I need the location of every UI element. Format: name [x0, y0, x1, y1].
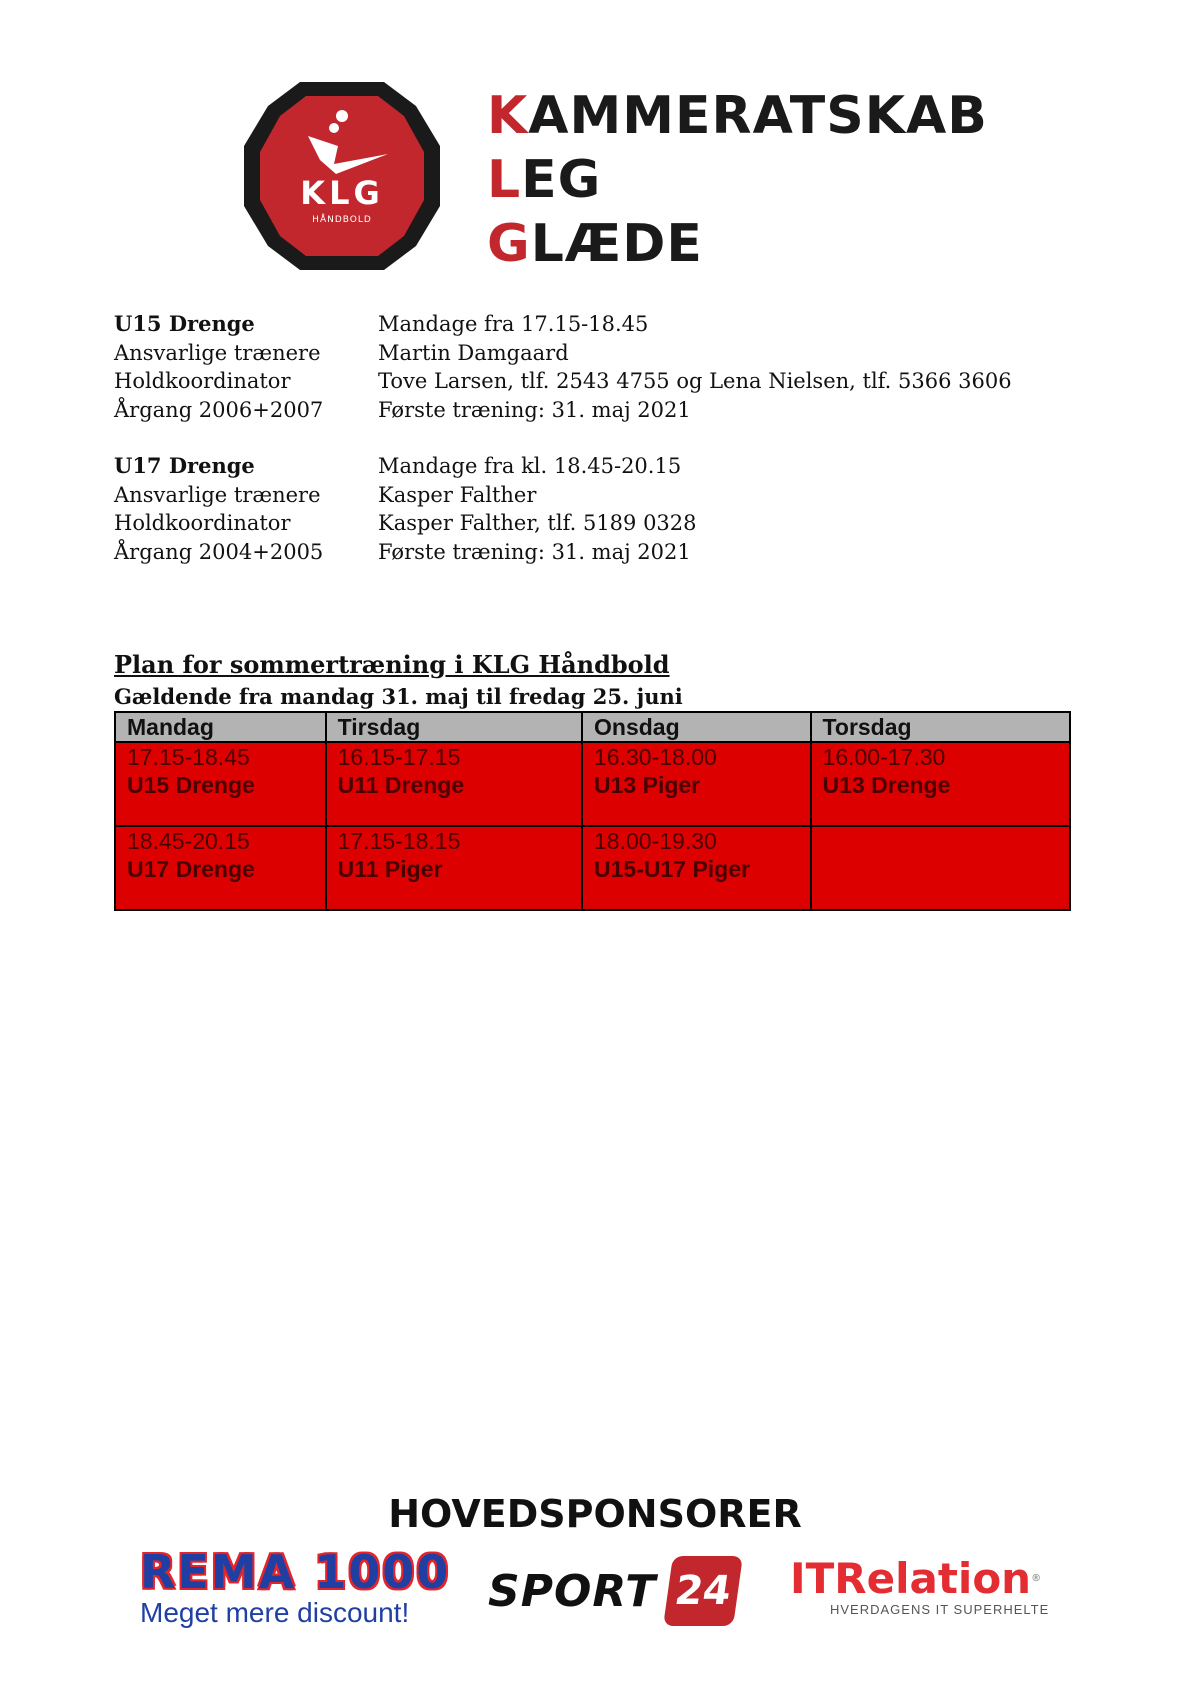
table-row — [115, 742, 1070, 826]
sponsors-title: HOVEDSPONSORER — [388, 1492, 802, 1536]
itrelation-tagline: HVERDAGENS IT SUPERHELTE — [830, 1602, 1050, 1617]
schedule-cell — [582, 742, 811, 826]
day-header-monday: Mandag — [115, 712, 326, 742]
coordinator-value: Tove Larsen, tlf. 2543 4755 og Lena Nielsen, tlf. 5366 3606 — [378, 369, 1012, 393]
slot-time: 16.30-18.00 — [594, 744, 717, 770]
slot-team: U11 Piger — [337, 856, 443, 882]
schedule-cell — [326, 826, 582, 910]
coach-label: Ansvarlige trænere — [114, 340, 321, 365]
coordinator-label: Holdkoordinator — [114, 369, 291, 393]
klg-logo — [238, 76, 446, 276]
year-label: Årgang 2004+2005 — [114, 539, 324, 564]
slogan-line-1: KAMMERATSKAB — [487, 86, 988, 146]
table-header-row — [115, 712, 1070, 742]
slot-team: U17 Drenge — [127, 856, 255, 882]
sport24-word: SPORT — [488, 1565, 657, 1617]
schedule-cell-empty — [811, 826, 1070, 910]
team-info-u17 — [114, 452, 697, 566]
first-training: Første træning: 31. maj 2021 — [378, 539, 691, 564]
slogan-line-3: GLÆDE — [487, 214, 703, 274]
klg-logo-subtext: HÅNDBOLD — [312, 215, 372, 225]
schedule-cell — [115, 742, 326, 826]
coordinator-label: Holdkoordinator — [114, 511, 291, 535]
registered-mark: ® — [1031, 1573, 1042, 1584]
schedule-cell — [115, 826, 326, 910]
klg-logo-text: KLG — [300, 174, 384, 212]
slot-team: U13 Drenge — [822, 772, 951, 798]
first-training: Første træning: 31. maj 2021 — [378, 397, 691, 422]
slot-team: U11 Drenge — [337, 772, 465, 798]
team-info-u15 — [114, 310, 1012, 424]
team-schedule: Mandage fra kl. 18.45-20.15 — [378, 454, 682, 478]
rema-name: REMA 1000 — [140, 1545, 451, 1599]
table-row — [115, 826, 1070, 910]
slot-team: U15-U17 Piger — [594, 856, 750, 882]
schedule-cell — [326, 742, 582, 826]
year-label: Årgang 2006+2007 — [114, 397, 324, 422]
rema-tagline: Meget mere discount! — [140, 1597, 410, 1628]
rema-1000-logo — [140, 1545, 451, 1630]
slot-team: U15 Drenge — [127, 772, 255, 798]
plan-title: Plan for sommertræning i KLG Håndbold — [114, 650, 670, 679]
team-name: U17 Drenge — [114, 453, 255, 478]
slot-time: 17.15-18.45 — [127, 744, 250, 770]
day-header-thursday: Torsdag — [811, 712, 1070, 742]
day-header-tuesday: Tirsdag — [326, 712, 582, 742]
sport24-logo — [488, 1556, 738, 1626]
slot-time: 16.15-17.15 — [337, 744, 461, 770]
itrelation-name: ITRelation — [790, 1554, 1032, 1603]
coach-label: Ansvarlige trænere — [114, 482, 321, 507]
slogan — [487, 84, 988, 276]
day-header-wednesday: Onsdag — [582, 712, 811, 742]
coach-value: Kasper Falther — [378, 482, 537, 507]
slot-team: U13 Piger — [594, 772, 701, 798]
plan-subtitle: Gældende fra mandag 31. maj til fredag 25. juni — [114, 684, 683, 709]
slot-time: 18.00-19.30 — [594, 828, 717, 854]
schedule-cell — [811, 742, 1070, 826]
slogan-line-2: LEG — [487, 150, 602, 210]
sport24-number-badge: 24 — [663, 1556, 743, 1626]
coach-value: Martin Damgaard — [378, 340, 569, 365]
slot-time: 17.15-18.15 — [337, 828, 461, 854]
slot-time: 16.00-17.30 — [822, 744, 946, 770]
team-schedule: Mandage fra 17.15-18.45 — [378, 312, 649, 336]
training-schedule-table — [114, 711, 1071, 911]
itrelation-logo — [790, 1556, 1060, 1617]
slot-time: 18.45-20.15 — [127, 828, 250, 854]
coordinator-value: Kasper Falther, tlf. 5189 0328 — [378, 511, 697, 535]
team-name: U15 Drenge — [114, 311, 255, 336]
schedule-cell — [582, 826, 811, 910]
